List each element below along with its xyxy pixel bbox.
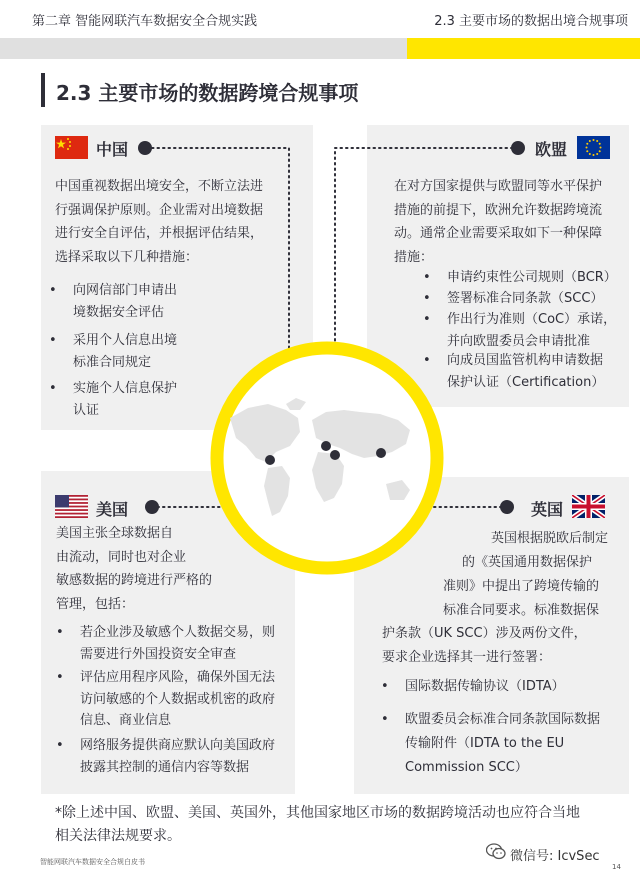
footnote: *除上述中国、欧盟、美国、英国外，其他国家地区市场的数据跨境活动也应符合当地 相关法律法规要求。 — [55, 805, 580, 844]
china-flag-icon — [55, 136, 88, 159]
us-bullet: • 评估应用程序风险，确保外国无法 访问敏感的个人数据或机密的政府 信息、商业信息 — [80, 667, 295, 732]
uk-label: 英国 — [531, 500, 564, 519]
china-intro: 中国重视数据出境安全，不断立法进 行强调保护原则。企业需对出境数据 进行安全自评估，并根据评估结果， 选择采取以下几种措施： — [55, 179, 264, 265]
section-title: 2.3 主要市场的数据出境合规事项 — [434, 14, 628, 29]
eu-bullet: • 向成员国监管机构申请数据 保护认证（Certification） — [447, 350, 627, 393]
uk-intro-3: 准则》中提出了跨境传输的 标准合同要求。标准数据保 — [443, 579, 600, 618]
footer-wechat-id: 微信号: IcvSec — [510, 849, 600, 864]
eu-connector-dot — [511, 141, 525, 155]
us-bullet: • 网络服务提供商应默认向美国政府 披露其控制的通信内容等数据 — [80, 735, 295, 778]
uk-bullet: • 欧盟委员会标准合同条款国际数据 传输附件（IDTA to the EU Commission SCC） — [405, 708, 625, 780]
us-intro: 美国主张全球数据自 由流动，同时也对企业 敏感数据的跨境进行严格的 管理，包括： — [56, 526, 213, 612]
eu-flag-icon — [577, 136, 610, 159]
uk-intro-4: 护条款（UK SCC）涉及两份文件， 要求企业选择其一进行签署： — [382, 626, 587, 665]
us-flag-icon — [55, 495, 88, 518]
uk-flag-icon — [572, 495, 605, 518]
us-label: 美国 — [96, 500, 129, 519]
uk-intro-1: 英国根据脱欧后制定 — [491, 531, 609, 546]
chapter-title: 第二章 智能网联汽车数据安全合规实践 — [32, 14, 258, 29]
uk-connector-dot — [500, 500, 514, 514]
china-connector-dot — [138, 141, 152, 155]
eu-label: 欧盟 — [535, 140, 568, 159]
eu-bullet: • 作出行为准则（CoC）承诺， 并向欧盟委员会申请批准 — [447, 309, 627, 352]
us-connector-dot — [145, 500, 159, 514]
china-bullet: • 实施个人信息保护 认证 — [73, 378, 203, 421]
eu-bullet: • 申请约束性公司规则（BCR） — [447, 267, 627, 289]
eu-bullet: • 签署标准合同条款（SCC） — [447, 288, 627, 310]
eu-intro: 在对方国家提供与欧盟同等水平保护 措施的前提下，欧洲允许数据跨境流 动。通常企业需要采取如下一种保障 措施： — [394, 179, 603, 265]
uk-bullet: • 国际数据传输协议（IDTA） — [405, 676, 625, 698]
page-number: 14 — [612, 863, 621, 871]
page-title: 2.3 主要市场的数据跨境合规事项 — [56, 81, 359, 105]
uk-intro-2: 的《英国通用数据保护 — [462, 555, 593, 570]
china-label: 中国 — [96, 140, 129, 159]
china-bullet: • 采用个人信息出境 标准合同规定 — [73, 330, 203, 373]
us-bullet: • 若企业涉及敏感个人数据交易，则 需要进行外国投资安全审查 — [80, 622, 295, 665]
wechat-icon — [486, 843, 506, 860]
china-bullet: • 向网信部门申请出 境数据安全评估 — [73, 280, 203, 323]
footer-doc-name: 智能网联汽车数据安全合规白皮书 — [40, 858, 145, 866]
